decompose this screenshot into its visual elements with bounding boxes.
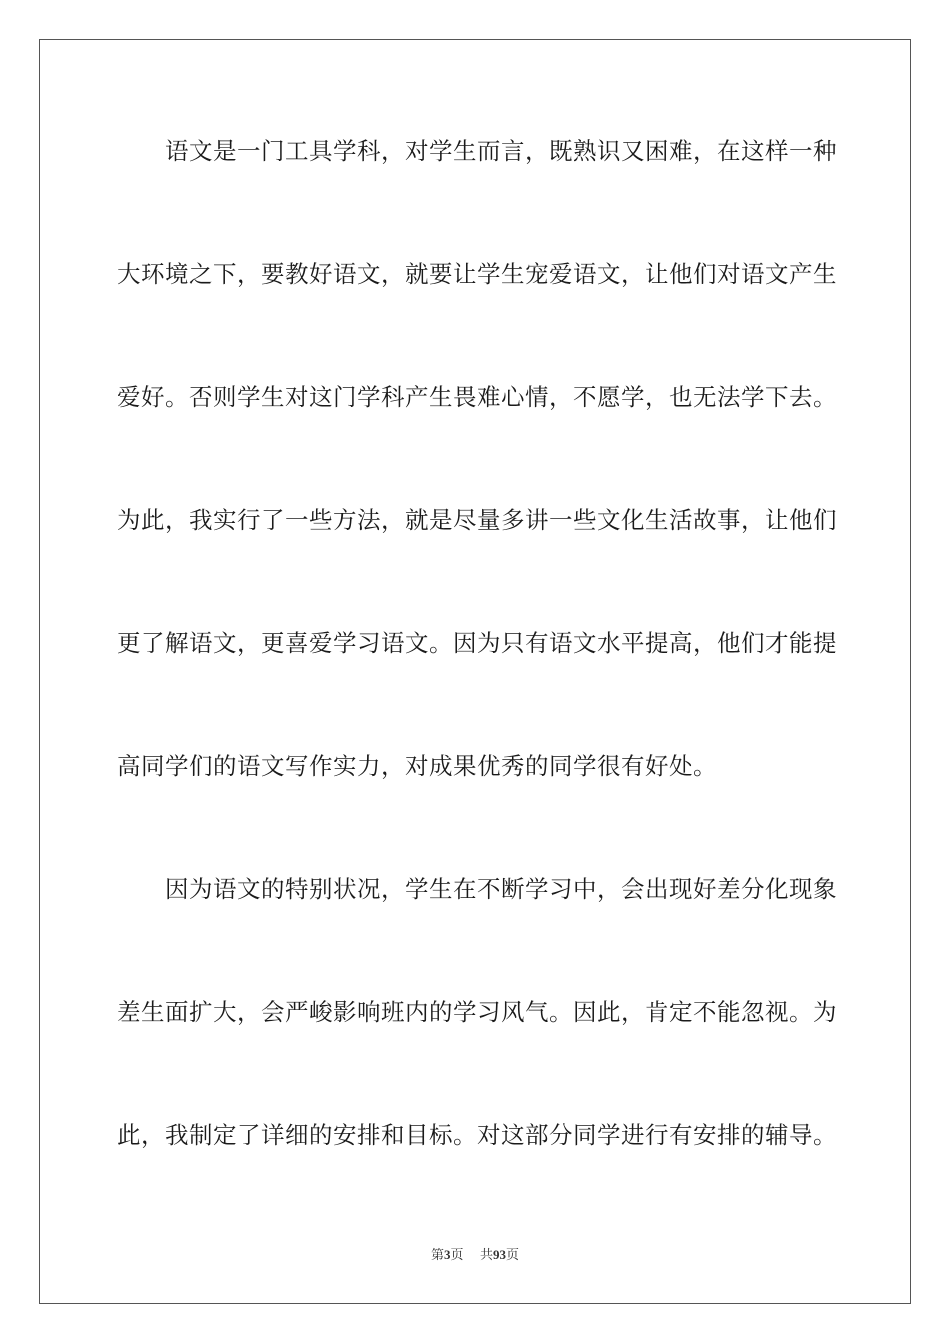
paragraph-2-line-2: 差生面扩大，会严峻影响班内的学习风气。因此，肯定不能忽视。为 [117, 998, 837, 1026]
page-border [39, 39, 911, 1304]
footer-page-number: 3 [443, 1247, 451, 1262]
paragraph-2-line-1: 因为语文的特别状况，学生在不断学习中，会出现好差分化现象 [165, 875, 837, 903]
paragraph-1-line-5: 更了解语文，更喜爱学习语文。因为只有语文水平提高，他们才能提 [117, 629, 837, 657]
footer-total-suffix: 页 [506, 1248, 520, 1263]
footer-page-suffix: 页 [450, 1248, 464, 1263]
paragraph-1-line-1: 语文是一门工具学科，对学生而言，既熟识又困难，在这样一种 [165, 137, 837, 165]
paragraph-1-line-3: 爱好。否则学生对这门学科产生畏难心情，不愿学，也无法学下去。 [117, 383, 837, 411]
footer-total-pages: 93 [493, 1247, 507, 1262]
paragraph-1-line-6: 高同学们的语文写作实力，对成果优秀的同学很有好处。 [117, 752, 717, 780]
paragraph-2-line-3: 此，我制定了详细的安排和目标。对这部分同学进行有安排的辅导。 [117, 1121, 837, 1149]
footer-page-prefix: 第 [430, 1248, 444, 1263]
page-footer [0, 1246, 950, 1265]
paragraph-1-line-4: 为此，我实行了一些方法，就是尽量多讲一些文化生活故事，让他们 [117, 506, 837, 534]
footer-total-prefix: 共 [480, 1248, 494, 1263]
paragraph-1-line-2: 大环境之下，要教好语文，就要让学生宠爱语文，让他们对语文产生 [117, 260, 837, 288]
